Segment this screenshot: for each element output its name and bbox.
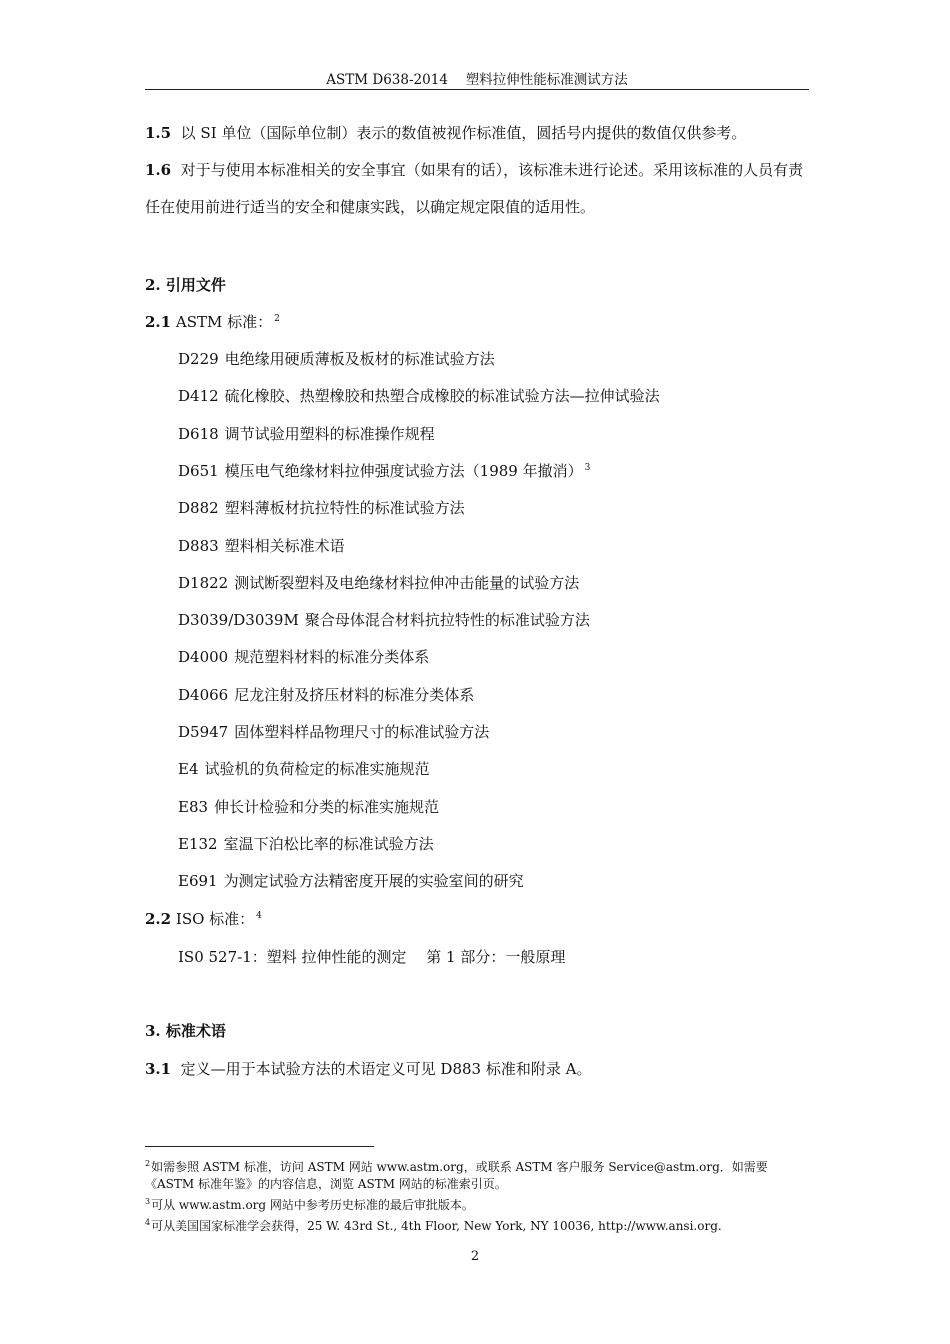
reference-code: E691	[178, 872, 218, 891]
reference-title: 塑料相关标准术语	[224, 536, 345, 555]
reference-title: 规范塑料材料的标准分类体系	[234, 648, 430, 667]
footnote-ref: 4	[256, 911, 262, 921]
section-text: 定义—用于本试验方法的术语定义可见 D883 标准和附录 A。	[180, 1060, 592, 1078]
footnote-ref: 2	[274, 314, 280, 324]
reference-code: D1822	[178, 573, 229, 592]
footnote	[145, 1155, 809, 1193]
footnote-number: 3	[145, 1197, 151, 1206]
section-text: 对于与使用本标准相关的安全事宜（如果有的话），该标准未进行论述。采用该标准的人员有责任在使用前进行适当的安全和健康实践，以确定规定限值的适用性。	[145, 161, 804, 216]
reference-code: D4000	[178, 648, 229, 667]
reference-item	[178, 796, 439, 817]
reference-title: 调节试验用塑料的标准操作规程	[224, 424, 435, 443]
section-number: 3.1	[145, 1060, 172, 1078]
reference-item	[178, 646, 429, 667]
reference-title: 室温下泊松比率的标准试验方法	[223, 834, 434, 853]
section-2-1	[145, 311, 280, 332]
section-3-1	[145, 1058, 591, 1079]
reference-item	[178, 572, 579, 593]
footnotes	[145, 1155, 809, 1235]
reference-item	[178, 460, 590, 481]
section-number: 2.1	[145, 313, 172, 331]
reference-title: 固体塑料样品物理尺寸的标准试验方法	[234, 723, 490, 741]
reference-code: D4066	[178, 685, 229, 704]
reference-item	[178, 758, 430, 779]
reference-code: D412	[178, 387, 219, 406]
section-number: 2.2	[145, 910, 172, 928]
reference-item	[178, 497, 465, 518]
footnote-ref: 3	[584, 462, 591, 473]
header-title: ASTM D638-2014 塑料拉伸性能标准测试方法	[326, 72, 628, 88]
section-3-heading: 3. 标准术语	[145, 1022, 226, 1040]
reference-title: 测试断裂塑料及电绝缘材料拉伸冲击能量的试验方法	[234, 573, 580, 592]
footnote	[145, 1214, 809, 1235]
reference-title: 聚合母体混合材料抗拉特性的标准试验方法	[304, 611, 590, 630]
reference-code: D5947	[178, 723, 229, 741]
reference-item	[178, 609, 590, 630]
section-text: ISO 标准：	[175, 910, 255, 928]
page-header	[145, 68, 809, 90]
section-number: 1.5	[145, 124, 172, 142]
section-1-5	[145, 115, 809, 152]
iso-reference: IS0 527-1：塑料 拉伸性能的测定 第 1 部分：一般原理	[178, 948, 566, 966]
reference-title: 塑料薄板材抗拉特性的标准试验方法	[224, 499, 465, 518]
reference-code: E132	[178, 834, 218, 853]
reference-title: 为测定试验方法精密度开展的实验室间的研究	[223, 872, 524, 891]
reference-code: D3039/D3039M	[178, 611, 299, 630]
footnote-text: 可从 www.astm.org 网站中参考历史标准的最后审批版本。	[151, 1198, 474, 1212]
section-text: ASTM 标准：	[175, 313, 273, 331]
reference-code: E83	[178, 797, 209, 816]
reference-code: D882	[178, 499, 219, 518]
reference-item	[178, 870, 524, 891]
reference-item	[178, 423, 435, 444]
reference-code: E4	[178, 760, 199, 779]
reference-title: 尼龙注射及挤压材料的标准分类体系	[234, 685, 475, 704]
reference-item	[178, 535, 345, 556]
reference-item	[178, 721, 489, 742]
reference-item	[178, 348, 495, 369]
reference-code: D618	[178, 424, 219, 443]
reference-title: 伸长计检验和分类的标准实施规范	[214, 797, 440, 816]
section-text: 以 SI 单位（国际单位制）表示的数值被视作标准值，圆括号内提供的数值仅供参考。	[180, 124, 747, 142]
section-number: 1.6	[145, 161, 172, 179]
reference-code: D883	[178, 536, 219, 555]
reference-item	[178, 833, 434, 854]
reference-code: D229	[178, 350, 219, 368]
reference-title: 硫化橡胶、热塑橡胶和热塑合成橡胶的标准试验方法—拉伸试验法	[224, 387, 660, 406]
section-1-6	[145, 152, 809, 226]
footnote-number: 4	[145, 1218, 151, 1227]
reference-item	[178, 385, 660, 406]
footnote-text: 可从美国国家标准学会获得，25 W. 43rd St., 4th Floor, New York, NY 10036, http://www.ansi.org.	[151, 1219, 722, 1233]
section-2-heading: 2. 引用文件	[145, 276, 226, 294]
footnote-divider	[145, 1146, 374, 1147]
footnote	[145, 1193, 809, 1214]
page-number: 2	[470, 1249, 480, 1264]
section-2-2	[145, 908, 262, 929]
reference-item	[178, 684, 474, 705]
reference-title: 试验机的负荷检定的标准实施规范	[204, 760, 430, 779]
footnote-text: 如需参照 ASTM 标准，访问 ASTM 网站 www.astm.org，或联系 ASTM 客户服务 Service@astm.org．如需要《ASTM 标准年鉴》的内容信息，浏览 ASTM 网站的标准索引页。	[145, 1160, 768, 1191]
footnote-number: 2	[145, 1159, 151, 1168]
reference-title: 电绝缘用硬质薄板及板材的标准试验方法	[224, 350, 495, 368]
reference-title: 模压电气绝缘材料拉伸强度试验方法（1989 年撤消）	[224, 461, 583, 480]
reference-code: D651	[178, 461, 219, 480]
